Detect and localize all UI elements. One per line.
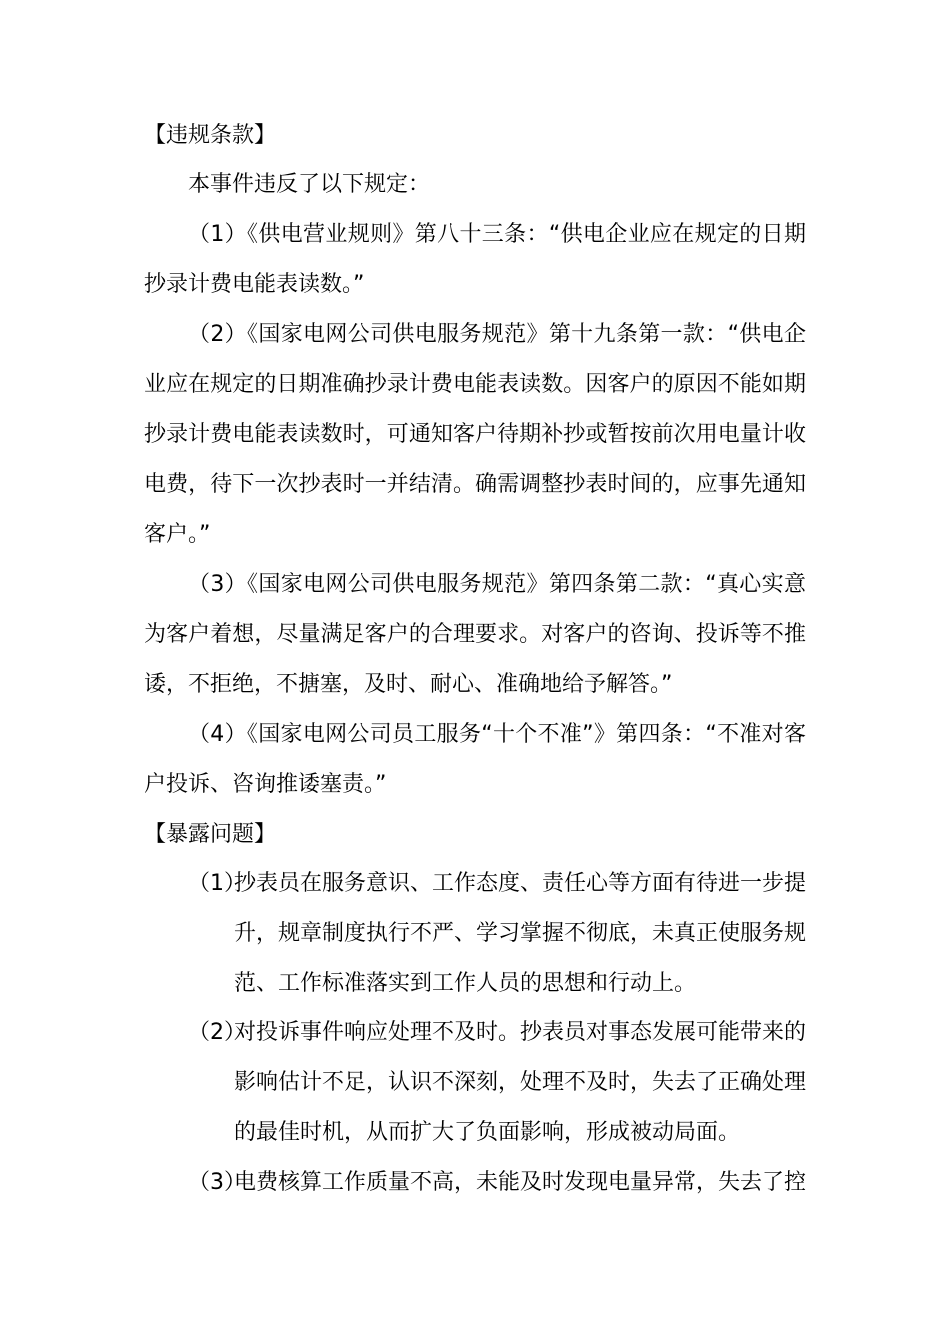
issue-number: （1）	[188, 871, 246, 896]
issue-text: 对投诉事件响应处理不及时。抄表员对事态发展可能带来的影响估计不足，认识不深刻，处理不及时，失去了正确处理的最佳时机，从而扩大了负面影响，形成被动局面。	[234, 1020, 807, 1145]
issue-text: 抄表员在服务意识、工作态度、责任心等方面有待进一步提升，规章制度执行不严、学习掌握不彻底，未真正使服务规范、工作标准落实到工作人员的思想和行动上。	[234, 871, 807, 996]
clause-4: （4）《国家电网公司员工服务“十个不准”》第四条：“不准对客户投诉、咨询推诿塞责。”	[144, 722, 806, 797]
issue-item-2	[188, 1008, 806, 1158]
issue-number: （2）	[188, 1020, 246, 1045]
clause-2: （2）《国家电网公司供电服务规范》第十九条第一款：“供电企业应在规定的日期准确抄录计费电能表读数。因客户的原因不能如期抄录计费电能表读数时，可通知客户待期补抄或暂按前次用电量计收电费，待下一次抄表时一并结清。确需调整抄表时间的，应事先通知客户。”	[144, 322, 806, 547]
issue-number: （3）	[188, 1170, 246, 1195]
clause-3: （3）《国家电网公司供电服务规范》第四条第二款：“真心实意为客户着想，尽量满足客户的合理要求。对客户的咨询、投诉等不推诿，不拒绝，不搪塞，及时、耐心、准确地给予解答。”	[144, 572, 806, 697]
issue-item-1	[188, 859, 806, 1009]
issue-item-3	[188, 1158, 806, 1208]
section-heading-issues: 【暴露问题】	[144, 822, 277, 847]
issue-text: 电费核算工作质量不高，未能及时发现电量异常，失去了控	[234, 1170, 807, 1195]
section-heading-violation: 【违规条款】	[144, 123, 277, 148]
violation-intro: 本事件违反了以下规定：	[188, 172, 431, 197]
clause-1: （1）《供电营业规则》第八十三条：“供电企业应在规定的日期抄录计费电能表读数。”	[144, 222, 806, 297]
